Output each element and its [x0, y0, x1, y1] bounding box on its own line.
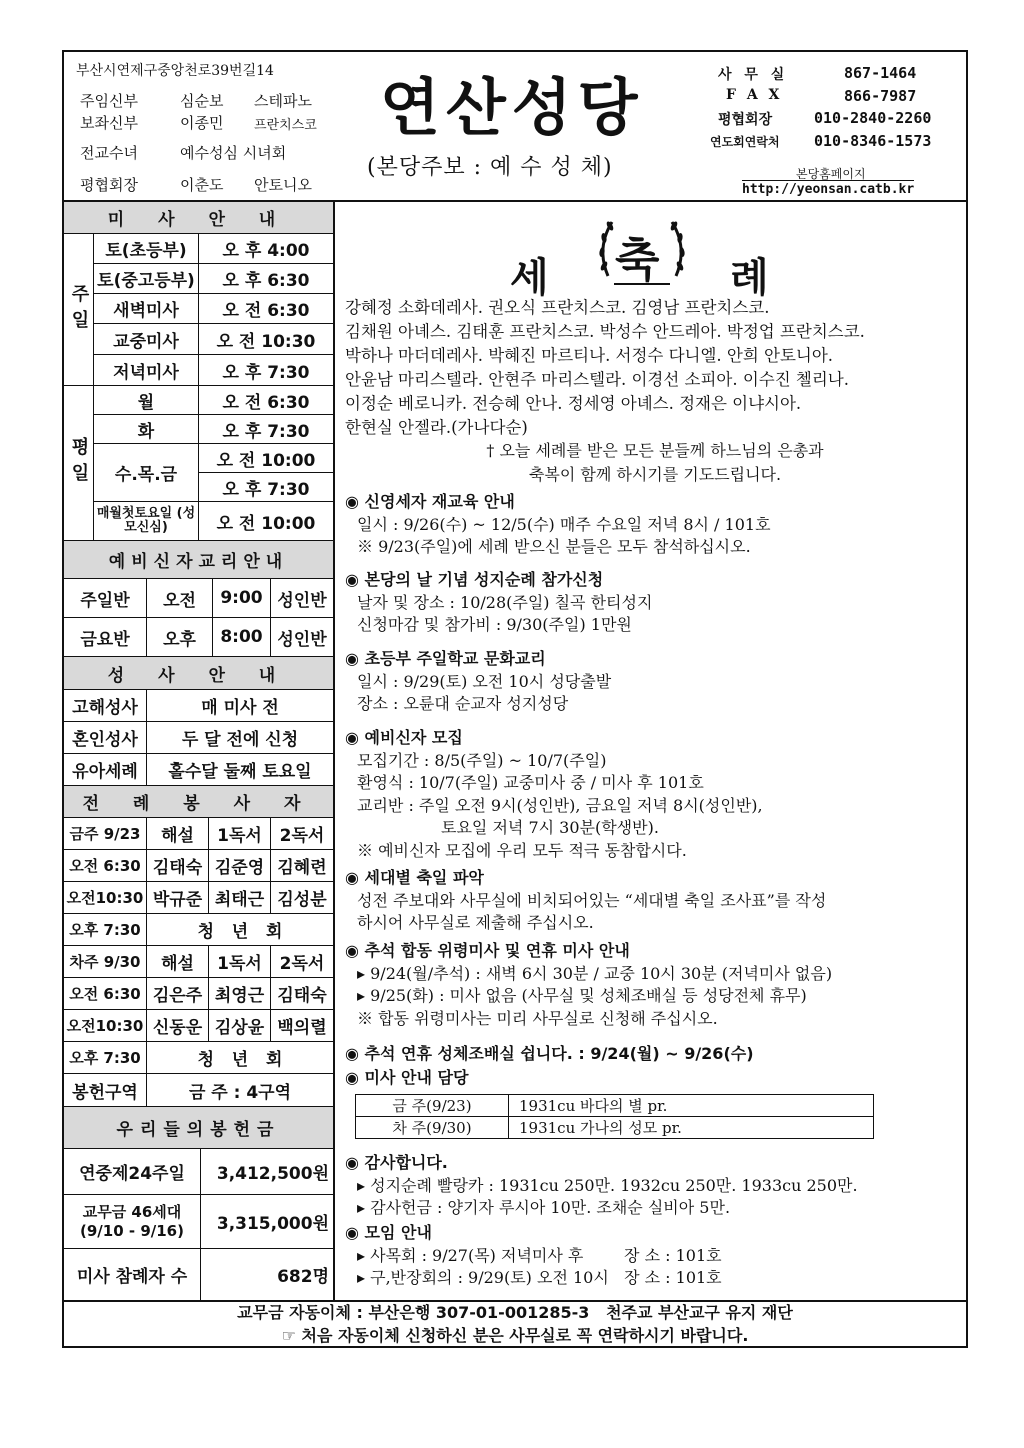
notice-reeducation [345, 491, 965, 559]
mass-row [198, 444, 333, 473]
ministry-time: 오후 7:30 [69, 921, 141, 939]
mass-time: 오 후 7:30 [198, 473, 333, 501]
contact-value: 010-2840-2260 [814, 109, 932, 127]
ministry-time: 오후 7:30 [69, 1049, 141, 1067]
offering-label: 교무금 46세대 (9/10 - 9/16) [80, 1202, 184, 1240]
sacrament-value: 홀수달 둘째 토요일 [146, 754, 333, 785]
mass-name: 교중미사 [113, 331, 179, 352]
ministry-person: 박규준 [146, 882, 208, 913]
notice-line: 날자 및 장소 : 10/28(주일) 칠곡 한티성지 [357, 592, 653, 612]
footer-line: 교무금 자동이체 : 부산은행 307-01-001285-3 천주교 부산교구 유지 재단 [237, 1303, 793, 1322]
mass-name: 토(초등부) [105, 241, 187, 261]
mass-name: 수.목.금 [114, 465, 178, 485]
baptism-names-line: 박하나 마더데레사. 박혜진 마르티나. 서정수 다니엘. 안희 안토니아. [345, 346, 834, 365]
notice-line: 신청마감 및 참가비 : 9/30(주일) 1만원 [357, 615, 632, 634]
offering-value: 3,412,500원 [200, 1149, 333, 1194]
staff-role: 전교수녀 [80, 144, 138, 162]
offering-area-row [64, 1074, 333, 1107]
sacrament-value: 두 달 전에 신청 [146, 722, 333, 753]
ministry-group: 청 년 회 [146, 1042, 333, 1073]
offering-area-label: 봉헌구역 [72, 1082, 138, 1103]
notice-line: 성전 주보대와 사무실에 비치되어있는 “세대별 축일 조사표”를 작성 [357, 890, 827, 910]
ministry-row [64, 978, 333, 1010]
ministry-role: 해설 [146, 946, 208, 977]
notice-line: ▸ 성지순례 빨랑카 : 1931cu 250만. 1932cu 250만. 1933cu 250만. [357, 1175, 858, 1195]
mass-name: 저녁미사 [113, 362, 179, 383]
notice-mass-duty [345, 1067, 965, 1090]
mass-duty-row [356, 1095, 874, 1117]
notice-adoration-closed [345, 1043, 965, 1066]
contact-value: 867-1464 [844, 64, 917, 82]
mass-row [94, 386, 333, 415]
ministry-person: 최태근 [208, 882, 270, 913]
ministry-person: 김준영 [208, 850, 270, 881]
notice-line: 교리반 : 주일 오전 9시(성인반), 금요일 저녁 8시(성인반), [357, 795, 763, 815]
staff-baptismal: 안토니오 [254, 176, 312, 194]
notice-line: ※ 합동 위령미사는 미리 사무실로 신청해 주십시오. [357, 1008, 718, 1028]
ministry-person: 김성분 [270, 882, 333, 913]
mass-row [94, 294, 333, 324]
baptism-names-line: 김채원 아녜스. 김태훈 프란치스코. 박성수 안드레아. 박정업 프란치스코. [345, 322, 865, 341]
ministry-role: 2독서 [270, 946, 333, 977]
offering-value: 3,315,000원 [200, 1195, 333, 1248]
notice-line: 장소 : 오륜대 순교자 성지성당 [357, 694, 569, 713]
ministry-row [64, 882, 333, 914]
offerings-heading: 우리들의봉헌금 [64, 1107, 333, 1149]
duty-week: 차 주(9/30) [356, 1117, 509, 1139]
prayer-line: 축복이 함께 하시기를 기도드립니다. [528, 465, 782, 484]
sacrament-name: 혼인성사 [72, 730, 138, 750]
notice-line: ▸ 구,반장회의 : 9/29(토) 오전 10시 장 소 : 101호 [357, 1268, 722, 1287]
ministry-role: 1독서 [208, 946, 270, 977]
duty-group: 1931cu 가나의 성모 pr. [509, 1117, 874, 1139]
sacrament-name: 유아세례 [72, 762, 138, 782]
staff-role: 평협회장 [80, 176, 138, 194]
ministry-row [64, 914, 333, 946]
duty-group: 1931cu 바다의 별 pr. [509, 1095, 874, 1117]
class-day: 금요반 [80, 629, 130, 650]
notice-title: ◉ 감사합니다. [345, 1153, 448, 1172]
sacrament-row [64, 722, 333, 754]
notice-thanks [345, 1152, 965, 1220]
notice-line: 토요일 저녁 7시 30분(학생반). [441, 818, 659, 837]
staff-baptismal: 스테파노 [254, 92, 312, 110]
ministry-time: 오전 6:30 [69, 985, 141, 1003]
homepage-link[interactable]: http://yeonsan.catb.kr [742, 182, 915, 197]
ministry-person: 최영근 [208, 978, 270, 1009]
ministry-person: 김태숙 [146, 850, 208, 881]
ministry-role: 1독서 [208, 818, 270, 849]
homepage-label: 본당홈페이지 [796, 167, 866, 181]
notice-line: 모집기간 : 8/5(주일) ~ 10/7(주일) [357, 750, 607, 770]
contact-label: 평협회장 [718, 112, 773, 128]
weekday-label-text: 평일 [68, 437, 90, 489]
sacrament-value: 매 미사 전 [146, 690, 333, 721]
ministry-person: 신동운 [146, 1010, 208, 1041]
contact-value: 866-7987 [844, 87, 917, 105]
ministry-row [64, 1010, 333, 1042]
notice-line: 일시 : 9/29(토) 오전 10시 성당출발 [357, 671, 612, 691]
staff-baptismal: 프란치스코 [254, 118, 317, 133]
mass-name: 매월첫토요일 (성모신심) [96, 506, 196, 535]
baptism-names-line: 안윤남 마리스텔라. 안현주 마리스텔라. 이경선 소피아. 이수진 첼리나. [345, 370, 849, 389]
notice-feast-survey [345, 867, 965, 935]
mass-row [94, 324, 333, 355]
ministry-group: 청 년 회 [146, 914, 333, 945]
ministry-time: 오전10:30 [66, 889, 144, 907]
baptism-names-line: 이정순 베로니카. 전승혜 안나. 정세영 아녜스. 정재은 이냐시아. [345, 394, 802, 413]
address: 부산시연제구중앙천로39번길14 [76, 63, 274, 79]
ministry-row [64, 946, 333, 978]
mass-name: 토(중고등부) [97, 271, 195, 291]
column-divider [333, 200, 335, 1301]
baptism-title-right: 례 [730, 255, 769, 301]
mass-row [94, 234, 333, 264]
mass-row [94, 264, 333, 294]
ministry-time: 차주 9/30 [69, 953, 141, 971]
contact-label: 사 무 실 [718, 67, 789, 83]
mass-time: 오 후 4:00 [198, 234, 333, 263]
offering-label: 연중제24주일 [79, 1164, 185, 1184]
mass-time: 오 전 10:30 [198, 324, 333, 354]
notice-line: ▸ 9/25(화) : 미사 없음 (사무실 및 성체조배실 등 성당전체 휴무) [357, 986, 807, 1005]
notice-line: 일시 : 9/26(수) ~ 12/5(수) 매주 수요일 저녁 8시 / 101호 [357, 514, 771, 534]
baptism-names-line: 한현실 안젤라.(가나다순) [345, 418, 528, 437]
notice-line: 환영식 : 10/7(주일) 교중미사 중 / 미사 후 101호 [357, 773, 704, 792]
mass-time: 오 전 10:00 [198, 444, 333, 472]
duty-week: 금 주(9/23) [356, 1095, 509, 1117]
staff-name: 이종민 [180, 114, 224, 132]
header [62, 50, 968, 202]
ministry-person: 김혜련 [270, 850, 333, 881]
sunday-label [64, 234, 94, 386]
sacraments-heading: 성 사 안 내 [64, 657, 333, 690]
class-time: 9:00 [212, 579, 270, 617]
ministry-row [64, 850, 333, 882]
ministry-row [64, 818, 333, 850]
mass-row [94, 355, 333, 386]
mass-row [94, 415, 333, 444]
staff-role: 보좌신부 [80, 114, 138, 132]
ministry-person: 김태숙 [270, 978, 333, 1009]
mass-time: 오 전 6:30 [198, 294, 333, 323]
baptism-seal: 축 [615, 233, 660, 287]
sunday-label-text: 주일 [68, 283, 90, 336]
ministry-time: 금주 9/23 [69, 825, 141, 843]
ministry-time: 오전 6:30 [69, 857, 141, 875]
notice-catechumen [345, 727, 965, 862]
notice-title: ◉ 세대별 축일 파악 [345, 868, 484, 887]
class-time: 8:00 [212, 618, 270, 656]
sacrament-row [64, 690, 333, 722]
notice-line: ▸ 9/24(월/추석) : 새벽 6시 30분 / 교중 10시 30분 (저녁미사 없음) [357, 963, 833, 983]
mass-duty-table [355, 1094, 874, 1139]
mass-time: 오 전 6:30 [198, 386, 333, 414]
offering-row [64, 1149, 333, 1195]
ministry-person: 김은주 [146, 978, 208, 1009]
footer [62, 1301, 968, 1347]
contact-value: 010-8346-1573 [814, 132, 932, 150]
offering-value: 682명 [200, 1249, 333, 1300]
prayer-line: † 오늘 세례를 받은 모든 분들께 하느님의 은총과 [486, 441, 824, 460]
baptism-banner [342, 210, 962, 300]
class-group: 성인반 [270, 579, 333, 617]
sacrament-name: 고해성사 [72, 698, 138, 718]
catechumen-row [64, 618, 333, 657]
mass-time: 오 후 7:30 [198, 415, 333, 443]
mass-duty-row [356, 1117, 874, 1139]
baptism-names-line: 강혜정 소화데레사. 권오식 프란치스코. 김영남 프란치스코. [345, 298, 770, 317]
mass-row [94, 444, 198, 502]
notice-line: ▸ 감사헌금 : 양기자 루시아 10만. 조채순 실비아 5만. [357, 1198, 731, 1217]
notice-line: ▸ 사목회 : 9/27(목) 저녁미사 후 장 소 : 101호 [357, 1245, 722, 1265]
contact-label: 연도회연락처 [710, 135, 780, 149]
catechumen-heading: 예비신자교리안내 [64, 541, 333, 579]
baptism-title-left: 세 [510, 255, 549, 301]
sacrament-row [64, 754, 333, 786]
notice-title: ◉ 본당의 날 기념 성지순례 참가신청 [345, 570, 604, 589]
mass-name: 새벽미사 [113, 301, 179, 321]
mass-time: 오 후 6:30 [198, 264, 333, 293]
mass-row [198, 473, 333, 502]
contact-label: F A X [726, 87, 783, 103]
class-day: 주일반 [80, 590, 130, 611]
staff-name: 예수성심 시녀회 [180, 144, 287, 162]
notice-title: ◉ 미사 안내 담당 [345, 1068, 469, 1087]
mass-heading: 미 사 안 내 [64, 202, 333, 234]
offering-row [64, 1249, 333, 1300]
page-title: 연산성당 [380, 71, 644, 144]
weekday-label [64, 386, 94, 541]
notice-sunday-school [345, 648, 965, 716]
notice-line: ※ 예비신자 모집에 우리 모두 적극 동참합시다. [357, 840, 687, 860]
notice-title: ◉ 추석 합동 위령미사 및 연휴 미사 안내 [345, 941, 630, 960]
ministry-role: 해설 [146, 818, 208, 849]
mass-time: 오 후 7:30 [198, 355, 333, 385]
offering-row [64, 1195, 333, 1249]
ministry-heading: 전 례 봉 사 자 [64, 786, 333, 818]
mass-time: 오 전 10:00 [198, 502, 333, 540]
offering-label: 미사 참례자 수 [76, 1267, 188, 1287]
staff-name: 이춘도 [180, 176, 224, 194]
staff-name: 심순보 [180, 92, 224, 110]
class-ampm: 오전 [146, 579, 212, 617]
offering-area-value: 금 주 : 4구역 [146, 1074, 333, 1106]
class-ampm: 오후 [146, 618, 212, 656]
notice-pilgrimage [345, 569, 965, 637]
footer-line: ☞ 처음 자동이체 신청하신 분은 사무실로 꼭 연락하시기 바랍니다. [281, 1326, 749, 1345]
baptism-prayer [345, 439, 965, 487]
ministry-role: 2독서 [270, 818, 333, 849]
notice-line: ※ 9/23(주일)에 세례 받으신 분들은 모두 참석하십시오. [357, 537, 751, 556]
notice-title: ◉ 추석 연휴 성체조배실 쉽니다. : 9/24(월) ~ 9/26(수) [345, 1044, 754, 1063]
notice-title: ◉ 신영세자 재교육 안내 [345, 492, 515, 511]
class-group: 성인반 [270, 618, 333, 656]
mass-row [94, 502, 333, 541]
ministry-person: 백의렬 [270, 1010, 333, 1041]
mass-name: 월 [137, 392, 155, 413]
catechumen-row [64, 579, 333, 618]
notice-chuseok [345, 940, 965, 1030]
ministry-time: 오전10:30 [66, 1017, 144, 1035]
notice-line: 하시어 사무실로 제출해 주십시오. [357, 913, 594, 932]
ministry-person: 김상윤 [208, 1010, 270, 1041]
notice-title: ◉ 초등부 주일학교 문화교리 [345, 649, 546, 668]
notice-title: ◉ 예비신자 모집 [345, 728, 463, 747]
notice-title: ◉ 모임 안내 [345, 1223, 432, 1242]
baptism-names [345, 296, 965, 440]
page-subtitle: (본당주보 : 예 수 성 체) [367, 155, 613, 180]
mass-name: 화 [137, 421, 155, 442]
staff-role: 주임신부 [80, 92, 138, 110]
notice-meetings [345, 1222, 965, 1290]
ministry-row [64, 1042, 333, 1074]
